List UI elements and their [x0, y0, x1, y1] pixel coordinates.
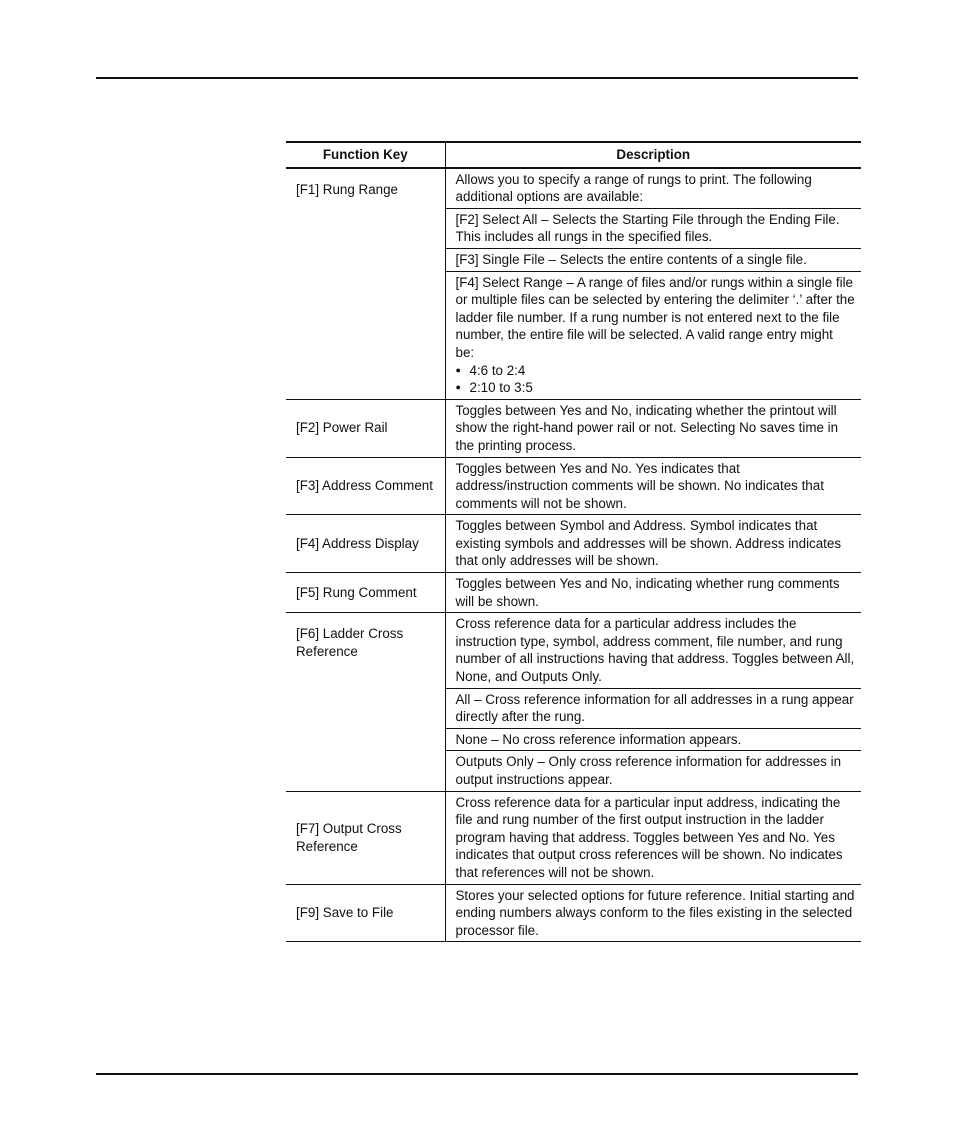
- description-cell: None – No cross reference information appears.: [445, 728, 861, 751]
- table-row: [286, 457, 861, 515]
- function-key-table: [286, 141, 861, 942]
- function-key-cell: [F3] Address Comment: [286, 457, 445, 515]
- list-item: ● 4:6 to 2:4: [456, 362, 856, 380]
- table-row: [286, 613, 861, 688]
- description-header: Description: [445, 142, 861, 168]
- description-cell: Toggles between Symbol and Address. Symbol indicates that existing symbols and addresses will be shown. Address indicates that only addresses will be shown.: [445, 515, 861, 573]
- function-key-cell: [F1] Rung Range: [286, 168, 445, 400]
- table-row: [286, 515, 861, 573]
- description-cell: Cross reference data for a particular address includes the instruction type, symbol, address comment, file number, and rung number of all instructions having that address. Toggles between All, None, and Outputs Only.: [445, 613, 861, 688]
- description-cell: Toggles between Yes and No, indicating whether the printout will show the right-hand power rail or not. Selecting No saves time in the printing process.: [445, 399, 861, 457]
- description-cell: Stores your selected options for future reference. Initial starting and ending numbers always conform to the files existing in the selected processor file.: [445, 884, 861, 942]
- top-rule: [96, 77, 858, 79]
- table-row: [286, 884, 861, 942]
- description-cell: Allows you to specify a range of rungs to print. The following additional options are available:: [445, 168, 861, 209]
- table-row: [286, 399, 861, 457]
- description-cell: Outputs Only – Only cross reference information for addresses in output instructions appear.: [445, 751, 861, 791]
- description-cell: Cross reference data for a particular input address, indicating the file and rung number of the first output instruction in the ladder program having that address. Toggles between Yes and No. Yes indicates that output cross references will be shown. No indicates that references will not be shown.: [445, 791, 861, 884]
- function-key-cell: [F5] Rung Comment: [286, 573, 445, 613]
- description-cell: Toggles between Yes and No, indicating whether rung comments will be shown.: [445, 573, 861, 613]
- description-text: [F4] Select Range – A range of files and/or rungs within a single file or multiple files can be selected by entering the delimiter ‘.’ after the ladder file number. If a rung number is not entered next to the file number, the entire file will be selected. A valid range entry might be:: [455, 274, 855, 360]
- description-cell: [F2] Select All – Selects the Starting File through the Ending File. This includes all rungs in the specified files.: [445, 208, 861, 248]
- table-row: [286, 791, 861, 884]
- description-cell: All – Cross reference information for all addresses in a rung appear directly after the rung.: [445, 688, 861, 728]
- description-cell: [F3] Single File – Selects the entire contents of a single file.: [445, 248, 861, 271]
- function-key-header: Function Key: [286, 142, 445, 168]
- header-row: [286, 142, 861, 168]
- table-row: [286, 573, 861, 613]
- table-row: [286, 168, 861, 209]
- function-key-cell: [F4] Address Display: [286, 515, 445, 573]
- function-key-cell: [F6] Ladder Cross Reference: [286, 613, 445, 791]
- function-key-cell: [F2] Power Rail: [286, 399, 445, 457]
- function-key-cell: [F9] Save to File: [286, 884, 445, 942]
- range-example-list: [456, 362, 856, 397]
- description-cell: Toggles between Yes and No. Yes indicates that address/instruction comments will be shown. No indicates that comments will not be shown.: [445, 457, 861, 515]
- bottom-rule: [96, 1073, 858, 1075]
- list-item: ● 2:10 to 3:5: [456, 379, 856, 397]
- function-key-cell: [F7] Output Cross Reference: [286, 791, 445, 884]
- description-cell: [445, 271, 861, 399]
